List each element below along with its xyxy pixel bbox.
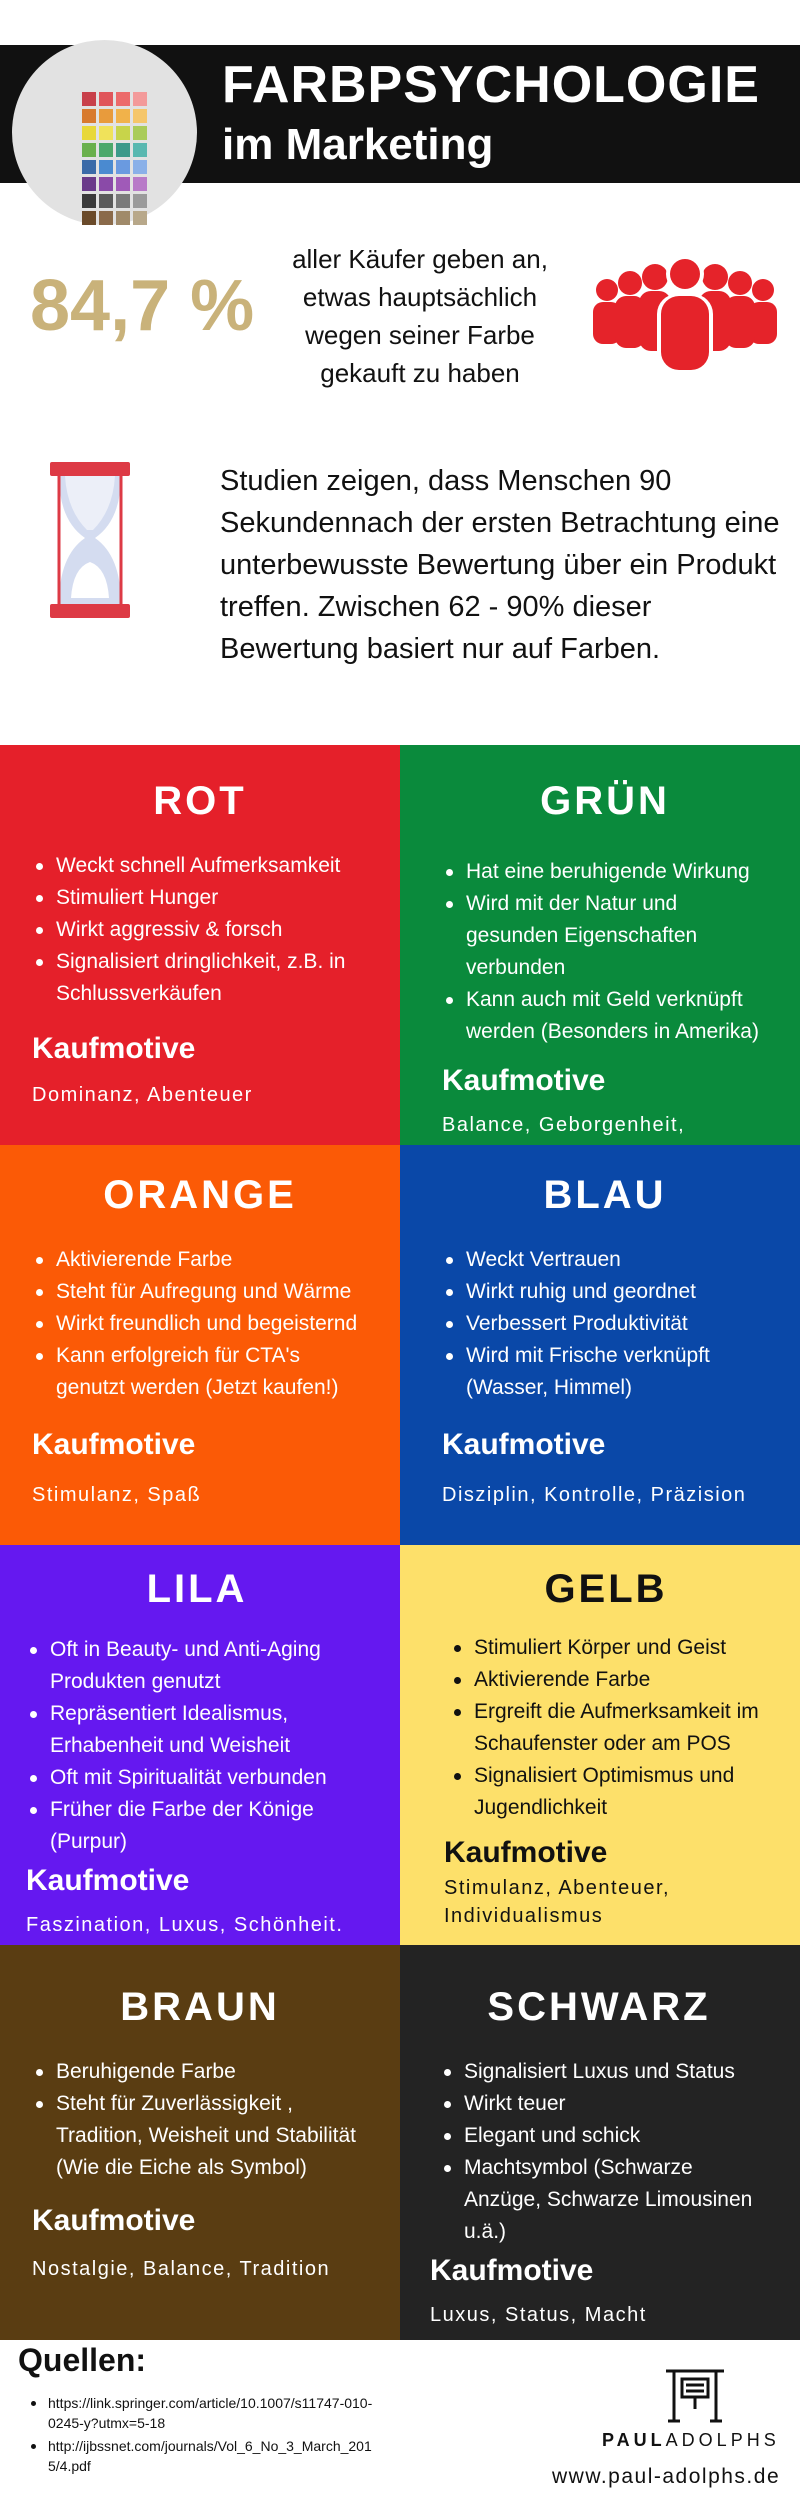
motive-values: Luxus, Status, Macht <box>430 2304 647 2326</box>
motive-values: Dominanz, Abenteuer <box>32 1084 253 1106</box>
bullet-list <box>26 1634 368 1858</box>
color-swatch <box>116 143 130 157</box>
card-lila <box>0 1545 400 1945</box>
color-swatch-grid <box>82 92 147 225</box>
list-item: Elegant und schick <box>440 2120 768 2152</box>
studies-paragraph: Studien zeigen, dass Menschen 90 Sekundennach der ersten Betrachtung eine unterbewusste Bewertung über ein Produkt treffen. Zwischen 62 - 90% dieser Bewertung basiert nur auf Farben. <box>220 465 780 665</box>
bullet-list <box>442 856 768 1048</box>
color-swatch <box>82 126 96 140</box>
color-swatch <box>82 109 96 123</box>
card-title: ORANGE <box>103 1173 297 1217</box>
motive-heading: Kaufmotive <box>442 1064 606 1097</box>
website-link[interactable]: www.paul-adolphs.de <box>552 2465 781 2488</box>
list-item: Wirkt ruhig und geordnet <box>442 1276 768 1308</box>
color-swatch <box>82 211 96 225</box>
color-swatch <box>133 92 147 106</box>
card-title: ROT <box>153 779 247 823</box>
list-item: Weckt Vertrauen <box>442 1244 768 1276</box>
motive-values: Faszination, Luxus, Schönheit. <box>26 1914 344 1936</box>
color-swatch <box>99 194 113 208</box>
list-item: Signalisiert Luxus und Status <box>440 2056 768 2088</box>
brand-first: PAUL <box>602 2430 666 2450</box>
stat-description: aller Käufer geben an, etwas hauptsächlich wegen seiner Farbe gekauft zu haben <box>292 244 548 388</box>
page-subtitle: im Marketing <box>222 120 494 169</box>
list-item: Früher die Farbe der Könige (Purpur) <box>26 1794 368 1858</box>
list-item: Hat eine beruhigende Wirkung <box>442 856 768 888</box>
list-item: Wirkt teuer <box>440 2088 768 2120</box>
list-item: Stimuliert Hunger <box>32 882 368 914</box>
color-swatch <box>133 126 147 140</box>
card-title: BLAU <box>543 1173 667 1217</box>
color-swatch <box>82 194 96 208</box>
color-swatch <box>99 109 113 123</box>
color-swatch <box>133 109 147 123</box>
color-swatch <box>133 211 147 225</box>
motive-values: Nostalgie, Balance, Tradition <box>32 2258 331 2280</box>
page-title: FARBPSYCHOLOGIE <box>222 56 760 114</box>
color-swatch <box>82 177 96 191</box>
color-swatch <box>116 211 130 225</box>
stat-percentage: 84,7 % <box>30 266 255 346</box>
list-item: Weckt schnell Aufmerksamkeit <box>32 850 368 882</box>
card-gruen <box>400 745 800 1145</box>
list-item: Beruhigende Farbe <box>32 2056 368 2088</box>
list-item: Wird mit Frische verknüpft (Wasser, Himmel) <box>442 1340 768 1404</box>
motive-heading: Kaufmotive <box>32 1428 196 1461</box>
bullet-list <box>450 1632 768 1824</box>
color-swatch <box>99 126 113 140</box>
motive-values: Balance, Geborgenheit, <box>442 1114 686 1136</box>
card-title: GRÜN <box>540 779 670 823</box>
list-item: Oft in Beauty- und Anti-Aging Produkten genutzt <box>26 1634 368 1698</box>
motive-heading: Kaufmotive <box>430 2254 594 2287</box>
motive-heading: Kaufmotive <box>442 1428 606 1461</box>
bullet-list <box>32 850 368 1010</box>
color-swatch <box>116 160 130 174</box>
card-title: BRAUN <box>120 1985 280 2029</box>
list-item: Steht für Aufregung und Wärme <box>32 1276 368 1308</box>
list-item: Machtsymbol (Schwarze Anzüge, Schwarze Limousinen u.ä.) <box>440 2152 768 2248</box>
list-item: Stimuliert Körper und Geist <box>450 1632 768 1664</box>
motive-heading: Kaufmotive <box>26 1864 190 1897</box>
color-swatch <box>116 92 130 106</box>
card-blau <box>400 1145 800 1545</box>
list-item: Wirkt aggressiv & forsch <box>32 914 368 946</box>
list-item: Signalisiert dringlichkeit, z.B. in Schlussverkäufen <box>32 946 368 1010</box>
bullet-list <box>32 1244 368 1404</box>
list-item: Wirkt freundlich und begeisternd <box>32 1308 368 1340</box>
motive-values: Stimulanz, Spaß <box>32 1484 202 1506</box>
card-title: GELB <box>544 1567 668 1611</box>
list-item: Kann erfolgreich für CTA's genutzt werden (Jetzt kaufen!) <box>32 1340 368 1404</box>
color-swatch <box>82 92 96 106</box>
bullet-list <box>32 2056 368 2184</box>
card-rot <box>0 745 400 1145</box>
list-item: Repräsentiert Idealismus, Erhabenheit und Weisheit <box>26 1698 368 1762</box>
card-gelb <box>400 1545 800 1945</box>
color-swatch <box>99 160 113 174</box>
color-swatch <box>99 143 113 157</box>
list-item: Ergreift die Aufmerksamkeit im Schaufenster oder am POS <box>450 1696 768 1760</box>
motive-heading: Kaufmotive <box>32 2204 196 2237</box>
card-orange <box>0 1145 400 1545</box>
card-braun <box>0 1945 400 2340</box>
color-swatch <box>133 143 147 157</box>
motive-heading: Kaufmotive <box>32 1032 196 1065</box>
color-swatch <box>133 194 147 208</box>
motive-values: Stimulanz, Abenteuer, Individualismus <box>444 1877 671 1927</box>
list-item: Verbessert Produktivität <box>442 1308 768 1340</box>
color-swatch <box>116 126 130 140</box>
list-item: Kann auch mit Geld verknüpft werden (Besonders in Amerika) <box>442 984 768 1048</box>
card-title: LILA <box>146 1567 248 1611</box>
sources-heading: Quellen: <box>18 2342 147 2378</box>
brand-last: ADOLPHS <box>665 2430 780 2450</box>
color-swatch <box>116 177 130 191</box>
color-swatch <box>99 92 113 106</box>
list-item: Wird mit der Natur und gesunden Eigenschaften verbunden <box>442 888 768 984</box>
list-item: Aktivierende Farbe <box>32 1244 368 1276</box>
color-swatch <box>82 160 96 174</box>
color-palette-badge <box>12 40 197 225</box>
color-swatch <box>82 143 96 157</box>
motive-values: Disziplin, Kontrolle, Präzision <box>442 1484 747 1506</box>
color-swatch <box>133 160 147 174</box>
color-swatch <box>116 109 130 123</box>
list-item: Oft mit Spiritualität verbunden <box>26 1762 368 1794</box>
bullet-list <box>440 2056 768 2248</box>
hourglass-icon <box>45 460 135 620</box>
list-item: Steht für Zuverlässigkeit , Tradition, Weisheit und Stabilität (Wie die Eiche als Symbol) <box>32 2088 368 2184</box>
color-swatch <box>133 177 147 191</box>
card-schwarz <box>400 1945 800 2340</box>
people-crowd-icon <box>585 250 785 380</box>
source-link[interactable]: https://link.springer.com/article/10.1007/s11747-010-0245-y?utmx=5-18 <box>28 2393 373 2433</box>
printing-press-logo-icon <box>660 2365 730 2425</box>
bullet-list <box>442 1244 768 1404</box>
brand-name <box>602 2430 780 2451</box>
motive-heading: Kaufmotive <box>444 1836 608 1869</box>
list-item: Aktivierende Farbe <box>450 1664 768 1696</box>
color-swatch <box>99 211 113 225</box>
color-swatch <box>116 194 130 208</box>
list-item: Signalisiert Optimismus und Jugendlichkeit <box>450 1760 768 1824</box>
sources-list <box>28 2393 373 2479</box>
card-title: SCHWARZ <box>487 1985 711 2029</box>
color-swatch <box>99 177 113 191</box>
source-link[interactable]: http://ijbssnet.com/journals/Vol_6_No_3_March_2015/4.pdf <box>28 2436 373 2476</box>
